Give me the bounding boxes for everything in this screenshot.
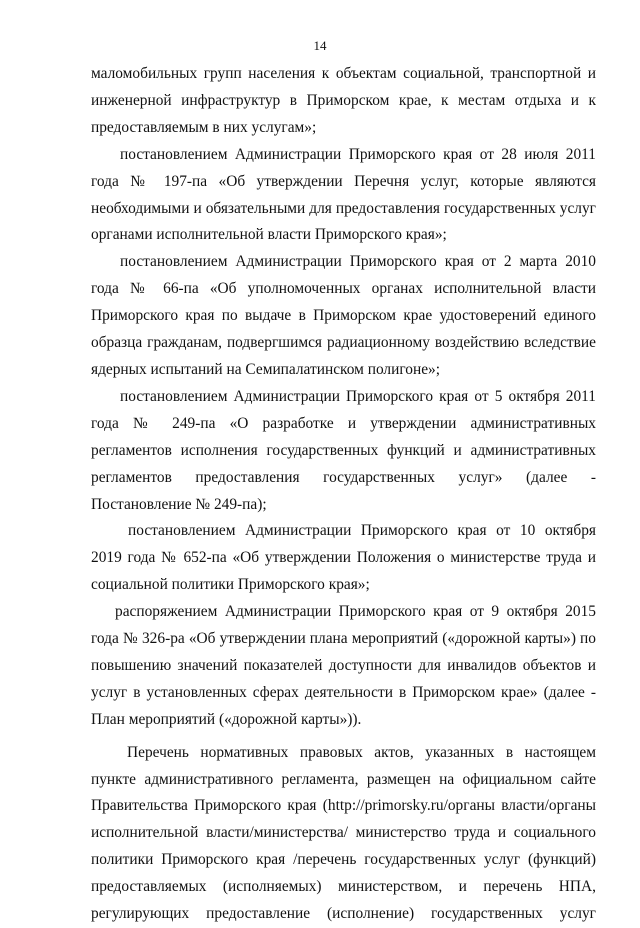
paragraph-continuation: маломобильных групп населения к объектам социальной, транспортной и инженерной инфраструктур в Приморском крае, к местам отдыха и к предоставляемым в них услугам»; bbox=[91, 65, 596, 136]
paragraph-decree-249: постановлением Администрации Приморского края от 5 октября 2011 года № 249-па «О разработке и утверждении административных регламентов исполнения государственных функций и административных регламентов предоставления государственных услуг» (далее - Постановление № 249-па); bbox=[91, 387, 596, 513]
paragraph-decree-652: постановлением Администрации Приморского края от 10 октября 2019 года № 652-па «Об утверждении Положения о министерстве труда и социальной политики Приморского края»; bbox=[91, 522, 596, 594]
paragraph-order-326: распоряжением Администрации Приморского края от 9 октября 2015 года № 326-ра «Об утверждении плана мероприятий («дорожной карты») по повышению значений показателей доступности для инвалидов объектов и услуг в установленных сферах деятельности в Приморском крае» (далее - План мероприятий («дорожной карты»)). bbox=[91, 603, 596, 728]
paragraph-decree-66: постановлением Администрации Приморского края от 2 марта 2010 года № 66-па «Об уполномоченных органах исполнительной власти Приморского края по выдаче в Приморском крае удостоверений единого образца гражданам, подвергшимся радиационному воздействию вследствие ядерных испытаний на Семипалатинском полигоне»; bbox=[91, 253, 596, 378]
paragraph-list-of-acts: Перечень нормативных правовых актов, указанных в настоящем пункте административного регламента, размещен на официальном сайте Правительства Приморского края (http://primorsky.ru/органы власти/органы исполнительной власти/министерства/ министерство труда и социального политики Приморского края /перечень государственных услуг (функций) предоставляемых (исполняемых) министерством, и перечень НПА, регулирующих предоставление (исполнение) государственных услуг bbox=[91, 743, 596, 923]
document-body bbox=[91, 61, 596, 928]
page-number: 14 bbox=[313, 38, 327, 53]
paragraph-decree-197: постановлением Администрации Приморского края от 28 июля 2011 года № 197-па «Об утверждении Перечня услуг, которые являются необходимыми и обязательными для предоставления государственных услуг органами исполнительной власти Приморского края»; bbox=[91, 145, 596, 244]
